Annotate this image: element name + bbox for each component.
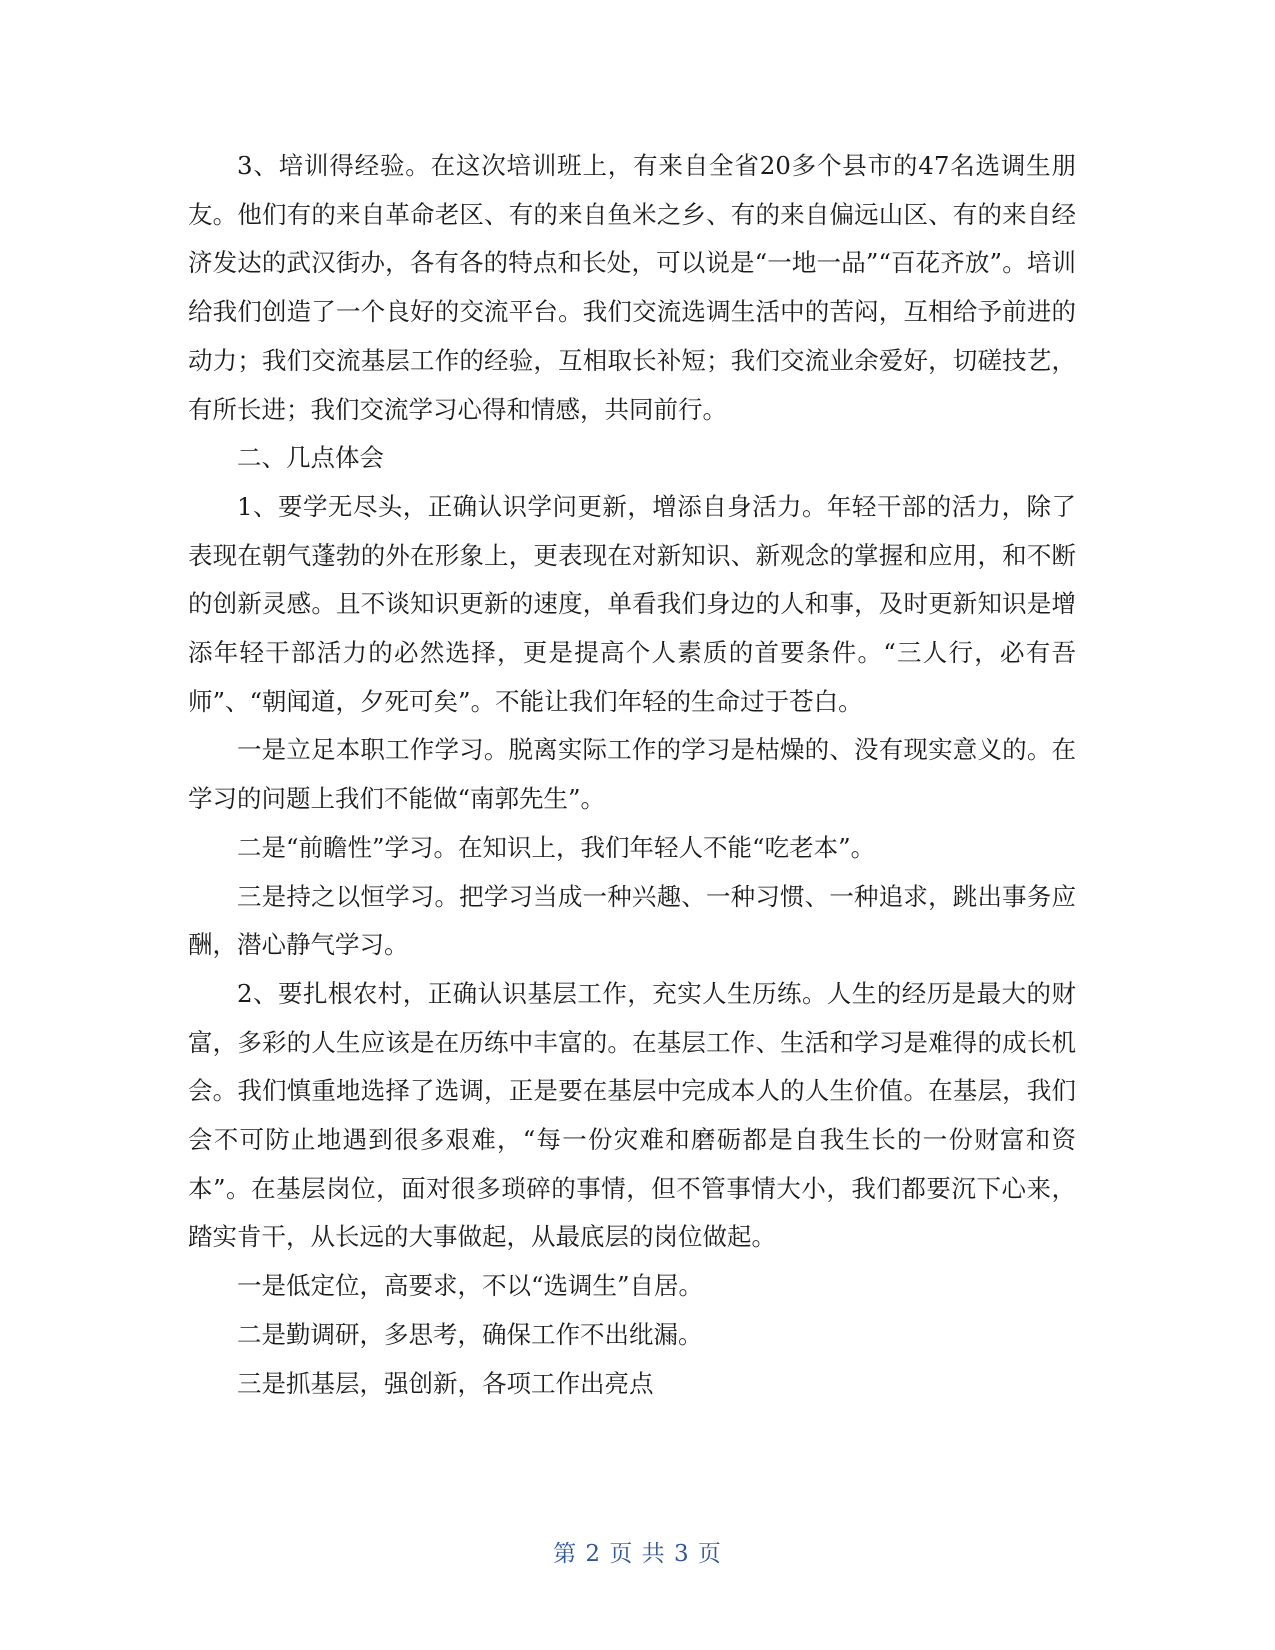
paragraph-diligent-research: 二是勤调研，多思考，确保工作不出纰漏。 [237,1319,703,1349]
paragraph-rural-roots: 2、要扎根农村，正确认识基层工作，充实人生历练。人生的经历是最大的财富，多彩的人生应该是在历练中丰富的。在基层工作、生活和学习是难得的成长机会。我们慎重地选择了选调，正是要在基层中完成本人的人生价值。在基层，我们会不可防止地遇到很多艰难，“每一份灾难和磨砺都是自我生长的一份财富和资本”。在基层岗位，面对很多琐碎的事情，但不管事情大小，我们都要沉下心来，踏实肯干，从长远的大事做起，从最底层的岗位做起。 [188,978,1076,1252]
paragraph-persistent-learning: 三是持之以恒学习。把学习当成一种兴趣、一种习惯、一种追求，跳出事务应酬，潜心静气学习。 [188,881,1076,960]
paragraph-job-based-learning: 一是立足本职工作学习。脱离实际工作的学习是枯燥的、没有现实意义的。在学习的问题上我们不能做“南郭先生”。 [188,735,1076,814]
paragraph-endless-learning: 1、要学无尽头，正确认识学问更新，增添自身活力。年轻干部的活力，除了表现在朝气蓬勃的外在形象上，更表现在对新知识、新观念的掌握和应用，和不断的创新灵感。且不谈知识更新的速度，单看我们身边的人和事，及时更新知识是增添年轻干部活力的必然选择，更是提高个人素质的首要条件。“三人行，必有吾师”、“朝闻道，夕死可矣”。不能让我们年轻的生命过于苍白。 [188,491,1076,716]
paragraph-low-positioning: 一是低定位，高要求，不以“选调生”自居。 [237,1271,704,1301]
document-body [188,142,1076,1408]
paragraph-forward-looking-learning: 二是“前瞻性”学习。在知识上，我们年轻人不能“吃老本”。 [237,832,876,862]
page-number-footer: 第 2 页 共 3 页 [553,1541,722,1567]
section-heading-reflections: 二、几点体会 [237,443,384,473]
paragraph-training-experience: 3、培训得经验。在这次培训班上，有来自全省20多个县市的47名选调生朋友。他们有的来自革命老区、有的来自鱼米之乡、有的来自偏远山区、有的来自经济发达的武汉街办，各有各的特点和长处，可以说是“一地一品”“百花齐放”。培训给我们创造了一个良好的交流平台。我们交流选调生活中的苦闷，互相给予前进的动力；我们交流基层工作的经验，互相取长补短；我们交流业余爱好，切磋技艺，有所长进；我们交流学习心得和情感，共同前行。 [188,151,1076,424]
paragraph-grassroots-innovation: 三是抓基层，强创新，各项工作出亮点 [237,1368,654,1398]
